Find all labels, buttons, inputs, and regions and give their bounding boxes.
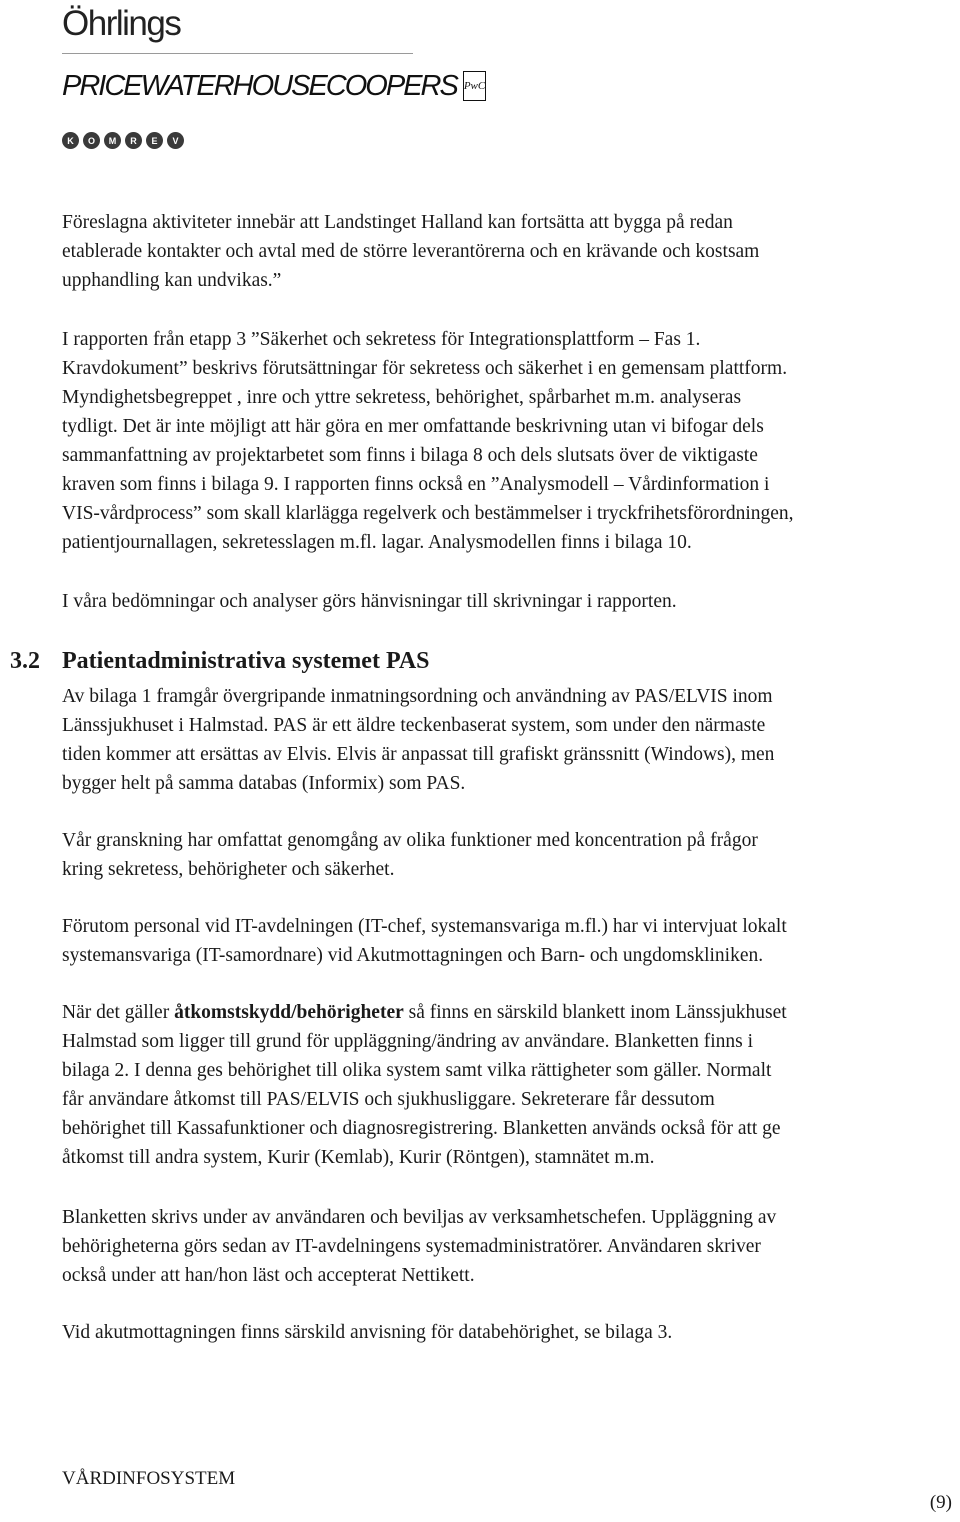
text-line: bygger helt på samma databas (Informix) som PAS. — [62, 773, 466, 794]
page-number: (9) — [929, 1492, 952, 1513]
footer-document-name: VÅRDINFOSYSTEM — [62, 1468, 236, 1489]
text-line: kraven som finns i bilaga 9. I rapporten finns också en ”Analysmodell – Vårdinformation i — [62, 474, 770, 495]
paragraph-bilaga1 — [62, 682, 954, 798]
text-line: Länssjukhuset i Halmstad. PAS är ett äldre teckenbaserat system, som under den närmaste — [62, 715, 766, 736]
text-line: Kravdokument” beskrivs förutsättningar för sekretess och säkerhet i en gemensam plattform. — [62, 358, 788, 379]
paragraph-atkomstskydd — [62, 998, 954, 1172]
bold-term: åtkomstskydd/behörigheter — [174, 1002, 404, 1023]
pwc-logo — [62, 66, 486, 106]
text-line: bilaga 2. I denna ges behörighet till olika system samt vilka rättigheter som gäller. Normalt — [62, 1060, 772, 1081]
text-line: I våra bedömningar och analyser görs hänvisningar till skrivningar i rapporten. — [62, 591, 677, 612]
kommrev-letter: R — [125, 132, 142, 149]
text-line: Myndighetsbegreppet , inre och yttre sekretess, behörighet, spårbarhet m.m. analyseras — [62, 387, 742, 408]
text-line: Halmstad som ligger till grund för uppläggning/ändring av användare. Blanketten finns i — [62, 1031, 754, 1052]
text-line: Förutom personal vid IT-avdelningen (IT-chef, systemansvariga m.fl.) har vi intervjuat lokalt — [62, 916, 787, 937]
pwc-seal-icon: PwC — [463, 71, 486, 101]
paragraph-akutmottagningen — [62, 1318, 954, 1347]
paragraph-intervjuer — [62, 912, 954, 970]
text-line: etablerade kontakter och avtal med de större leverantörerna och en krävande och kostsam — [62, 241, 760, 262]
text-line: patientjournallagen, sekretesslagen m.fl. lagar. Analysmodellen finns i bilaga 10. — [62, 532, 692, 553]
section-title: Patientadministrativa systemet PAS — [62, 648, 430, 674]
paragraph-etapp3 — [62, 325, 954, 557]
text-line: kring sekretess, behörigheter och säkerhet. — [62, 859, 395, 880]
kommrev-letter: M — [104, 132, 121, 149]
paragraph-blanketten — [62, 1203, 954, 1290]
text-line: får användare åtkomst till PAS/ELVIS och sjukhusliggare. Sekreterare får dessutom — [62, 1089, 715, 1110]
paragraph-granskning — [62, 826, 954, 884]
text-line: behörighet till Kassafunktioner och diagnosregistrering. Blanketten används också för att ge — [62, 1118, 781, 1139]
pwc-logo-text: PRICEWATERHOUSECOOPERS — [62, 69, 457, 102]
text-line: tiden kommer att ersättas av Elvis. Elvis är anpassat till grafiskt gränssnitt (Windows), men — [62, 744, 775, 765]
kommrev-logo — [62, 132, 414, 149]
text-line: Blanketten skrivs under av användaren och beviljas av verksamhetschefen. Uppläggning av — [62, 1207, 777, 1228]
section-heading — [10, 642, 430, 680]
kommrev-letter: K — [62, 132, 79, 149]
header-logo-block — [62, 4, 486, 149]
kommrev-letter: E — [146, 132, 163, 149]
section-number: 3.2 — [10, 648, 40, 674]
text-segment: så finns en särskild blankett inom Länssjukhuset — [403, 1002, 787, 1023]
text-line: VIS-vårdprocess” som skall klarlägga regelverk och bestämmelser i tryckfrihetsförordningen, — [62, 503, 794, 524]
text-line: upphandling kan undvikas.” — [62, 270, 282, 291]
text-line: åtkomst till andra system, Kurir (Kemlab), Kurir (Röntgen), stamnätet m.m. — [62, 1147, 655, 1168]
text-line: också under att han/hon läst och accepterat Nettikett. — [62, 1265, 475, 1286]
text-line: Av bilaga 1 framgår övergripande inmatningsordning och användning av PAS/ELVIS inom — [62, 686, 773, 707]
text-line: behörigheterna görs sedan av IT-avdelningens systemadministratörer. Användaren skriver — [62, 1236, 761, 1257]
text-line — [62, 998, 954, 1027]
text-line: tydligt. Det är inte möjligt att här göra en mer omfattande beskrivning utan vi bifogar dels — [62, 416, 764, 437]
text-line: I rapporten från etapp 3 ”Säkerhet och sekretess för Integrationsplattform – Fas 1. — [62, 329, 701, 350]
logo-divider — [62, 53, 413, 54]
text-line: sammanfattning av projektarbetet som finns i bilaga 8 och dels slutsats över de viktigaste — [62, 445, 758, 466]
text-segment: När det gäller — [62, 1002, 175, 1023]
paragraph-intro — [62, 208, 954, 295]
text-line: Vid akutmottagningen finns särskild anvisning för databehörighet, se bilaga 3. — [62, 1322, 673, 1343]
ohrlings-logo-text: Öhrlings — [62, 4, 181, 43]
paragraph-references — [62, 587, 954, 616]
text-line: systemansvariga (IT-samordnare) vid Akutmottagningen och Barn- och ungdomskliniken. — [62, 945, 764, 966]
text-line: Föreslagna aktiviteter innebär att Landstinget Halland kan fortsätta att bygga på redan — [62, 212, 733, 233]
text-line: Vår granskning har omfattat genomgång av olika funktioner med koncentration på frågor — [62, 830, 758, 851]
kommrev-letter: V — [167, 132, 184, 149]
kommrev-letter: O — [83, 132, 100, 149]
